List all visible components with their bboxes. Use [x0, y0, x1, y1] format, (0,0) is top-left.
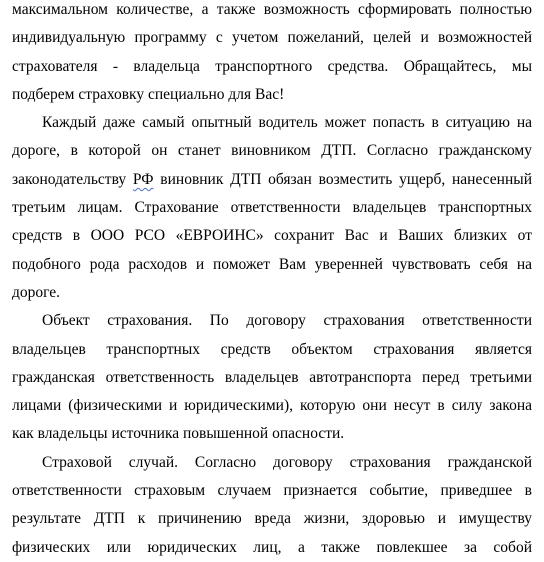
- text-line: Каждый даже самый опытный водитель может попасть в ситуацию на: [42, 114, 532, 132]
- text-line: лицами (физическими и юридическими), которую они несут в силу закона: [12, 397, 532, 415]
- text-line: подберем страховку специально для Вас!: [12, 85, 285, 103]
- text-line: гражданская ответственность владельцев автотранспорта перед третьими: [12, 368, 532, 386]
- text-line: дороге.: [12, 283, 61, 301]
- paragraph-driver-liability: [12, 109, 532, 307]
- text-segment: виновник ДТП обязан возместить ущерб, нанесенный: [153, 170, 532, 188]
- text-line: подобного рода расходов и поможет Вам уверенней чувствовать себя на: [12, 255, 532, 273]
- text-line: индивидуальную программу с учетом пожеланий, целей и возможностей: [12, 29, 532, 47]
- text-line: третьим лицам. Страхование ответственности владельцев транспортных: [12, 199, 532, 217]
- text-line: результате ДТП к причинению вреда жизни, здоровью и имуществу: [12, 510, 532, 528]
- document-page: [12, 0, 532, 562]
- paragraph-insurance-object: [12, 307, 532, 448]
- text-line: страхователя - владельца транспортного средства. Обращайтесь, мы: [12, 57, 532, 75]
- text-line: средств в ООО РСО «ЕВРОИНС» сохранит Вас и Ваших близких от: [12, 227, 532, 245]
- text-line: как владельцы источника повышенной опасности.: [12, 425, 345, 443]
- text-line: Объект страхования. По договору страхования ответственности: [42, 312, 532, 330]
- text-line: владельцев транспортных средств объектом страхования является: [12, 340, 532, 358]
- text-line: дороге, в которой он станет виновником ДТП. Согласно гражданскому: [12, 142, 532, 160]
- paragraph-insured-event: [12, 449, 532, 562]
- text-line-with-marked-word: [12, 166, 532, 194]
- text-line: максимальном количестве, а также возможность сформировать полностью: [12, 1, 532, 18]
- text-line: Страховой случай. Согласно договору страхования гражданской: [42, 453, 532, 471]
- paragraph-offer-intro: [12, 0, 532, 109]
- text-segment: законодательству: [12, 170, 133, 188]
- spellcheck-marked-word[interactable]: РФ: [132, 170, 154, 188]
- text-line: физических или юридических лиц, а также повлекшее за собой: [12, 538, 532, 556]
- text-line: ответственности страховым случаем признается событие, приведшее в: [12, 482, 532, 500]
